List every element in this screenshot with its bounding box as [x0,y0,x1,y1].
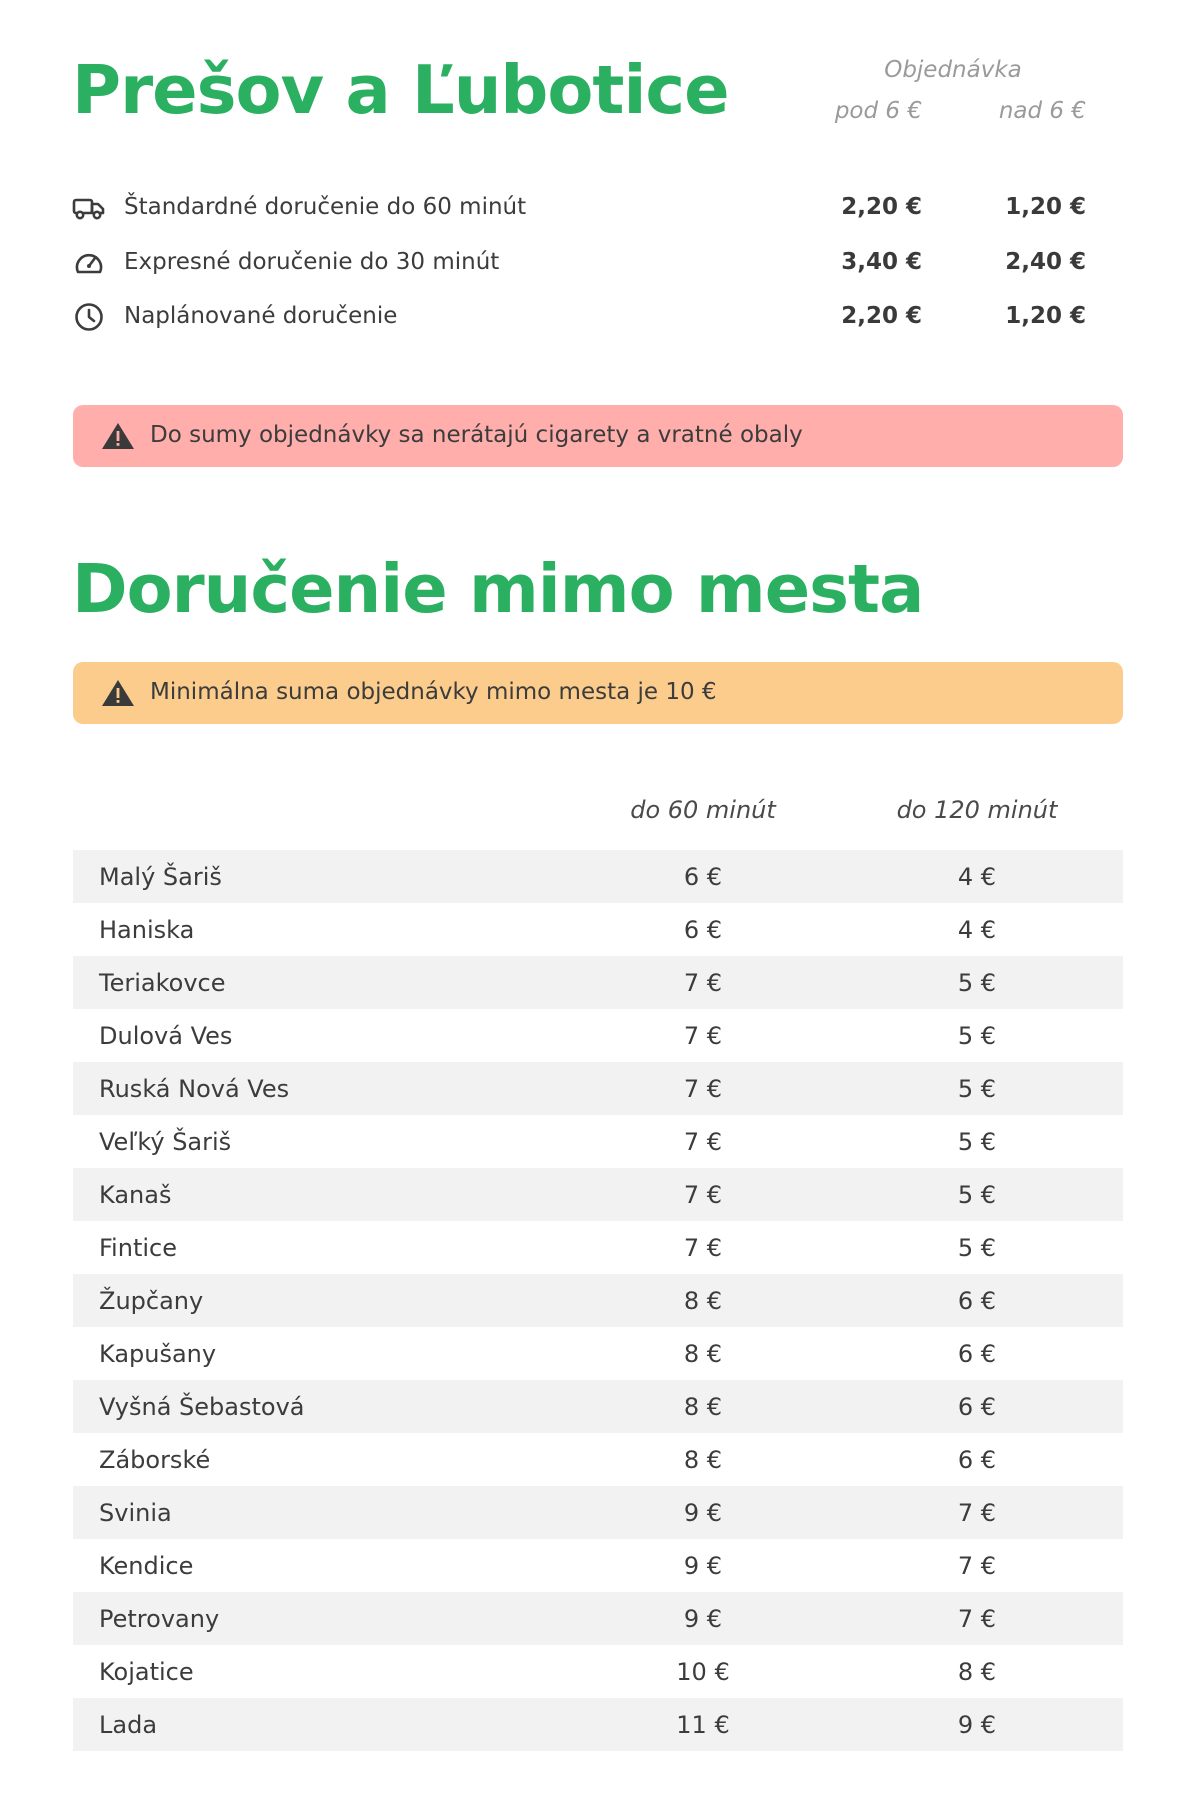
price-60: 7 € [683,1181,723,1209]
price-60: 7 € [683,1128,723,1156]
price-120: 7 € [957,1499,997,1527]
price-under-6: 2,20 € [841,303,922,329]
towns-price-table [73,850,1123,1751]
price-120: 5 € [957,1128,997,1156]
table-row [73,1274,1123,1327]
town-name: Lada [99,1711,158,1739]
order-column-caption: Objednávka [884,57,1022,83]
price-120: 6 € [957,1287,997,1315]
alert-text: Minimálna suma objednávky mimo mesta je 10 € [150,679,717,705]
table-row [73,1115,1123,1168]
price-120: 7 € [957,1605,997,1633]
town-name: Kanaš [99,1181,172,1209]
town-name: Haniska [99,916,195,944]
table-row [73,956,1123,1009]
price-120: 5 € [957,1022,997,1050]
price-60: 8 € [683,1446,723,1474]
price-under-6: 2,20 € [841,194,922,220]
cigarettes-notice-alert [73,405,1123,467]
table-row [73,1327,1123,1380]
table-row [73,1009,1123,1062]
price-over-6: 1,20 € [1005,194,1086,220]
town-name: Záborské [99,1446,211,1474]
price-120: 9 € [957,1711,997,1739]
price-60: 9 € [683,1552,723,1580]
table-row [73,1592,1123,1645]
price-120: 6 € [957,1446,997,1474]
town-name: Petrovany [99,1605,220,1633]
price-60: 6 € [683,863,723,891]
price-60: 6 € [683,916,723,944]
table-row [73,1698,1123,1751]
price-over-6: 1,20 € [1005,303,1086,329]
outside-section-title: Doručenie mimo mesta [72,550,924,628]
clock-icon [72,301,106,333]
price-120: 6 € [957,1393,997,1421]
price-120: 5 € [957,1234,997,1262]
col-under-6-label: pod 6 € [834,98,922,124]
price-120: 4 € [957,863,997,891]
minimum-order-alert [73,662,1123,724]
town-name: Ruská Nová Ves [99,1075,290,1103]
table-row [73,903,1123,956]
table-row [73,1062,1123,1115]
town-name: Fintice [99,1234,177,1262]
town-name: Teriakovce [99,969,226,997]
table-row [73,1168,1123,1221]
price-60: 10 € [676,1658,730,1686]
town-name: Svinia [99,1499,172,1527]
column-header-60: do 60 minút [630,796,776,824]
delivery-label: Naplánované doručenie [124,303,398,329]
town-name: Vyšná Šebastová [99,1393,305,1421]
town-name: Župčany [99,1287,204,1315]
price-60: 7 € [683,1075,723,1103]
price-60: 8 € [683,1340,723,1368]
col-over-6-label: nad 6 € [998,98,1086,124]
table-row [73,1380,1123,1433]
table-row [73,1539,1123,1592]
town-name: Kendice [99,1552,194,1580]
alert-text: Do sumy objednávky sa nerátajú cigarety a vratné obaly [150,422,803,448]
delivery-label: Expresné doručenie do 30 minút [124,249,500,275]
delivery-row-express [72,243,1092,283]
table-row [73,1433,1123,1486]
table-row [73,1221,1123,1274]
speedometer-icon [72,247,106,279]
column-header-120: do 120 minút [896,796,1058,824]
price-120: 7 € [957,1552,997,1580]
warning-icon [101,679,135,707]
price-60: 8 € [683,1287,723,1315]
price-over-6: 2,40 € [1005,249,1086,275]
price-60: 9 € [683,1605,723,1633]
price-under-6: 3,40 € [841,249,922,275]
table-row [73,1486,1123,1539]
table-row [73,850,1123,903]
table-row [73,1645,1123,1698]
price-120: 5 € [957,1075,997,1103]
price-60: 7 € [683,1234,723,1262]
town-name: Veľký Šariš [99,1128,232,1156]
town-name: Kojatice [99,1658,194,1686]
town-name: Malý Šariš [99,863,222,891]
price-60: 8 € [683,1393,723,1421]
price-120: 5 € [957,1181,997,1209]
price-120: 8 € [957,1658,997,1686]
price-120: 5 € [957,969,997,997]
truck-icon [72,192,106,224]
city-section-title: Prešov a Ľubotice [72,51,729,129]
price-120: 4 € [957,916,997,944]
delivery-row-scheduled [72,297,1092,337]
town-name: Kapušany [99,1340,217,1368]
town-name: Dulová Ves [99,1022,233,1050]
price-60: 7 € [683,1022,723,1050]
price-60: 9 € [683,1499,723,1527]
price-60: 11 € [676,1711,730,1739]
delivery-label: Štandardné doručenie do 60 minút [124,194,527,220]
delivery-row-standard [72,188,1092,228]
price-60: 7 € [683,969,723,997]
warning-icon [101,422,135,450]
price-120: 6 € [957,1340,997,1368]
